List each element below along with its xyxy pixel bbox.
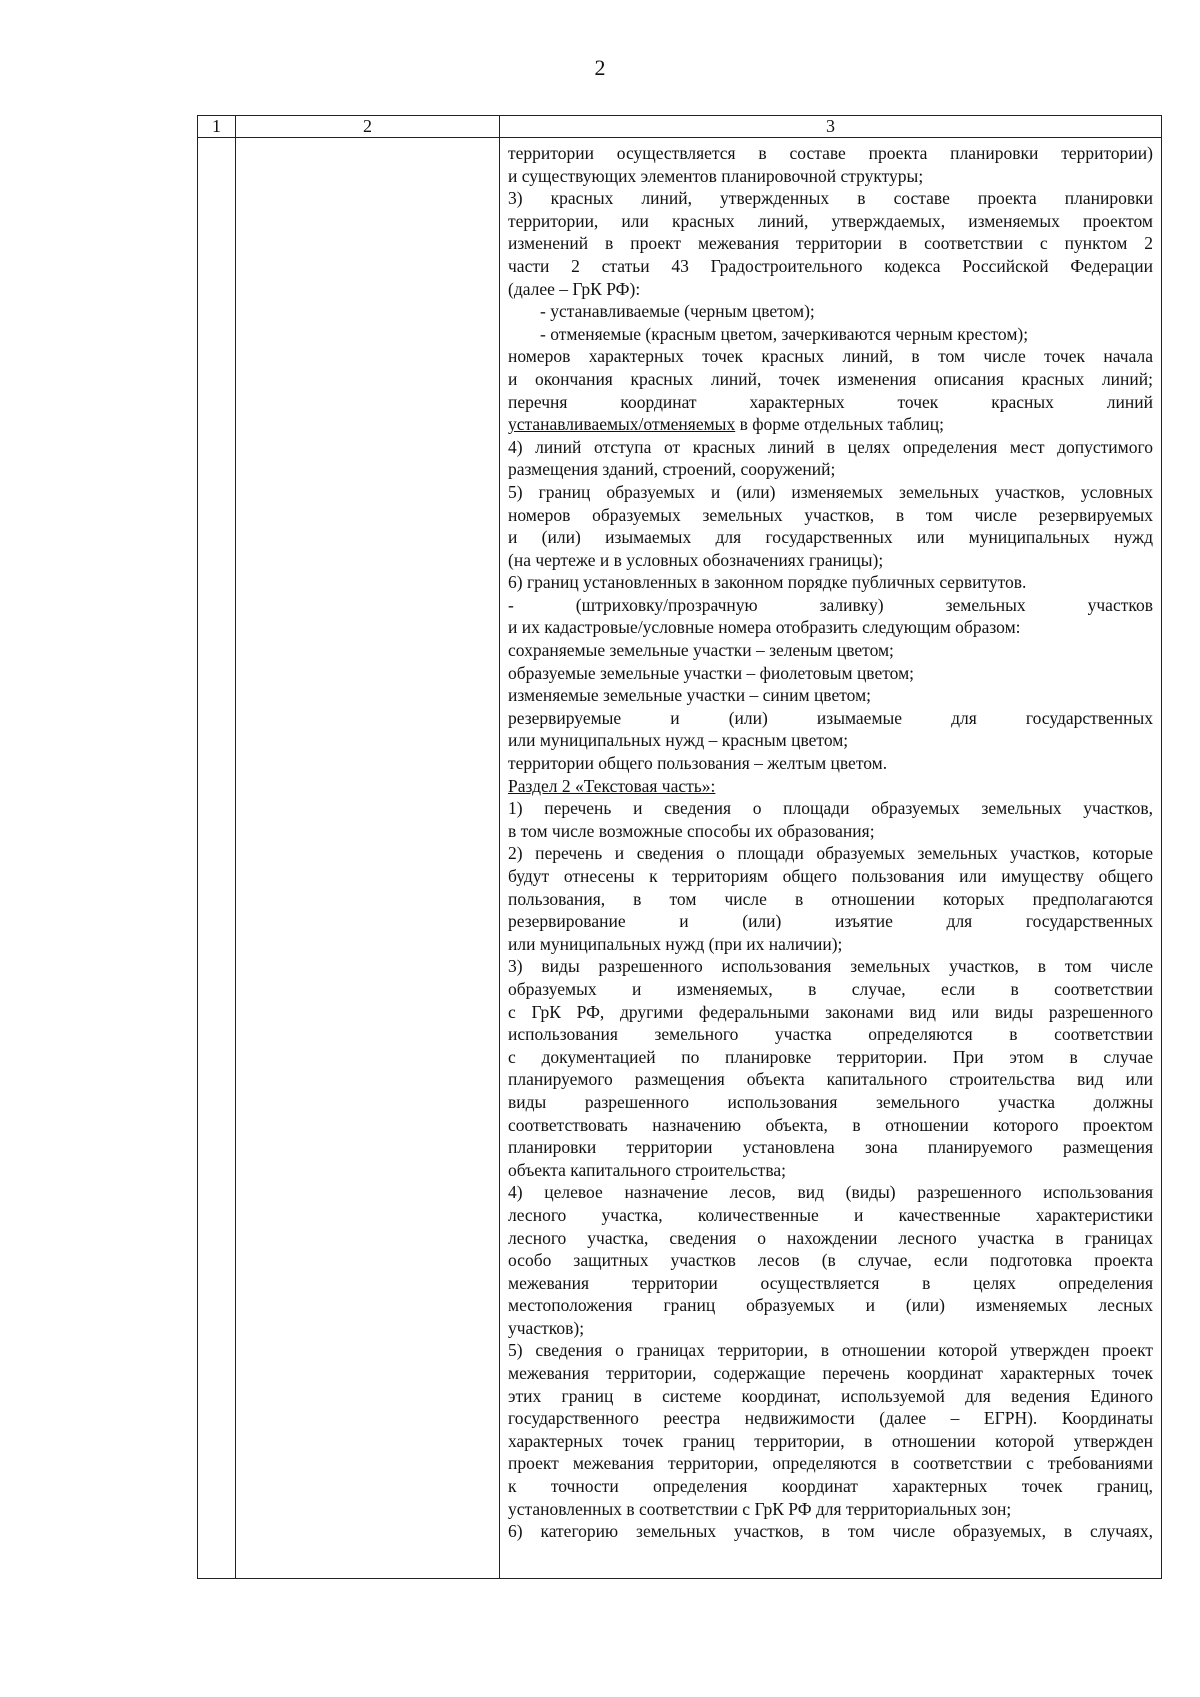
line-text: 4) целевое назначение лесов, вид (виды) разрешенного использования	[508, 1182, 1153, 1203]
text-line	[508, 684, 1153, 707]
line-text: государственного реестра недвижимости (далее – ЕГРН). Координаты	[508, 1408, 1153, 1429]
line-text: к точности определения координат характерных точек границ,	[508, 1476, 1153, 1497]
line-text: особо защитных участков лесов (в случае, если подготовка проекта	[508, 1250, 1153, 1271]
line-text: использования земельного участка определяются в соответствии	[508, 1024, 1153, 1045]
line-text: сохраняемые земельные участки – зеленым цветом;	[508, 640, 894, 661]
line-text: территории осуществляется в составе проекта планировки территории)	[508, 143, 1153, 163]
line-text: 4) линий отступа от красных линий в целях определения мест допустимого	[508, 436, 1153, 457]
text-line	[508, 797, 1153, 820]
text-line	[508, 391, 1153, 414]
text-line	[508, 910, 1153, 933]
text-line	[508, 1317, 1153, 1340]
column-header-1: 1	[198, 116, 236, 138]
line-text: и их кадастровые/условные номера отобразить следующим образом:	[508, 617, 1021, 638]
line-text: и (или) изымаемых для государственных или муниципальных нужд	[508, 527, 1153, 548]
line-text: 6) категорию земельных участков, в том числе образуемых, в случаях,	[508, 1521, 1153, 1542]
text-line	[508, 978, 1153, 1001]
text-line	[508, 616, 1153, 639]
underlined-text: устанавливаемых/отменяемых	[508, 414, 736, 435]
text-line	[508, 1091, 1153, 1114]
text-line	[508, 775, 1153, 798]
text-line	[508, 345, 1153, 368]
text-line	[508, 1159, 1153, 1182]
column-3-text	[500, 138, 1161, 1543]
line-text: 5) сведения о границах территории, в отношении которой утвержден проект	[508, 1340, 1153, 1361]
text-line	[508, 481, 1153, 504]
text-line	[508, 1272, 1153, 1295]
line-text: (далее – ГрК РФ):	[508, 278, 641, 299]
line-text: 1) перечень и сведения о площади образуемых земельных участков,	[508, 798, 1153, 819]
text-line	[508, 1001, 1153, 1024]
line-text: 3) виды разрешенного использования земельных участков, в том числе	[508, 956, 1153, 977]
line-text: объекта капитального строительства;	[508, 1159, 786, 1180]
table-header-row	[198, 116, 1162, 138]
text-line	[508, 955, 1153, 978]
line-text: территории, или красных линий, утверждаемых, изменяемых проектом	[508, 210, 1153, 231]
text-line	[508, 1114, 1153, 1137]
text-line	[508, 594, 1153, 617]
line-text: номеров характерных точек красных линий, в том числе точек начала	[508, 346, 1153, 367]
line-text: с ГрК РФ, другими федеральными законами вид или виды разрешенного	[508, 1001, 1153, 1022]
line-text: образуемые земельные участки – фиолетовым цветом;	[508, 662, 915, 683]
text-line	[508, 662, 1153, 685]
line-text: изменений в проект межевания территории в соответствии с пунктом 2	[508, 233, 1153, 254]
text-line	[508, 571, 1153, 594]
text-line	[508, 1407, 1153, 1430]
line-text: планируемого размещения объекта капитального строительства вид или	[508, 1069, 1153, 1090]
line-text: этих границ в системе координат, используемой для ведения Единого	[508, 1385, 1153, 1406]
text-line	[508, 187, 1153, 210]
text-line	[508, 1452, 1153, 1475]
requirements-table	[197, 115, 1162, 1579]
line-text: или муниципальных нужд – красным цветом;	[508, 730, 849, 751]
text-line	[508, 165, 1153, 188]
text-line	[508, 1181, 1153, 1204]
text-line	[508, 504, 1153, 527]
line-text: соответствовать назначению объекта, в отношении которого проектом	[508, 1114, 1153, 1135]
text-line	[508, 1136, 1153, 1159]
underlined-text: Раздел 2 «Текстовая часть»:	[508, 775, 716, 796]
page-number: 2	[594, 55, 606, 80]
text-line	[508, 933, 1153, 956]
line-text-tail: в форме отдельных таблиц;	[735, 414, 944, 435]
line-text: с документацией по планировке территории. При этом в случае	[508, 1046, 1153, 1067]
line-text: образуемых и изменяемых, в случае, если в соответствии	[508, 978, 1153, 999]
line-text: и существующих элементов планировочной структуры;	[508, 165, 924, 186]
line-text: резервируемые и (или) изымаемые для государственных	[508, 707, 1153, 728]
line-text: планировки территории установлена зона планируемого размещения	[508, 1137, 1153, 1158]
column-header-3: 3	[500, 116, 1162, 138]
text-line	[508, 300, 1153, 323]
text-line	[508, 1204, 1153, 1227]
line-text: межевания территории осуществляется в целях определения	[508, 1272, 1153, 1293]
text-line	[508, 526, 1153, 549]
line-text: участков);	[508, 1317, 585, 1338]
line-text: местоположения границ образуемых и (или) изменяемых лесных	[508, 1295, 1153, 1316]
column-header-2: 2	[236, 116, 500, 138]
line-text: номеров образуемых земельных участков, в том числе резервируемых	[508, 504, 1153, 525]
line-text: будут отнесены к территориям общего пользования или имуществу общего	[508, 866, 1153, 886]
text-line	[508, 639, 1153, 662]
text-line	[508, 210, 1153, 233]
line-text: межевания территории, содержащие перечень координат характерных точек	[508, 1363, 1153, 1384]
text-line	[508, 458, 1153, 481]
line-text: - устанавливаемые (черным цветом);	[540, 301, 815, 322]
line-text: пользования, в том числе в отношении которых предполагаются	[508, 888, 1153, 909]
line-text: 6) границ установленных в законном порядке публичных сервитутов.	[508, 572, 1027, 593]
text-line	[508, 729, 1153, 752]
text-line	[508, 549, 1153, 572]
line-text: виды разрешенного использования земельного участка должны	[508, 1091, 1153, 1112]
text-line	[508, 1023, 1153, 1046]
line-text: территории общего пользования – желтым цветом.	[508, 753, 888, 774]
text-line	[508, 232, 1153, 255]
line-text: 3) красных линий, утвержденных в составе проекта планировки	[508, 188, 1153, 209]
line-text: лесного участка, количественные и качественные характеристики	[508, 1204, 1153, 1225]
text-line	[508, 1046, 1153, 1069]
line-text: характерных точек границ территории, в отношении которой утвержден	[508, 1430, 1153, 1451]
column-1-cell	[198, 138, 236, 1579]
text-line	[508, 888, 1153, 911]
text-line	[508, 278, 1153, 301]
line-text: (на чертеже и в условных обозначениях границы);	[508, 549, 884, 570]
text-line	[508, 1498, 1153, 1521]
text-line	[508, 820, 1153, 843]
text-line	[508, 323, 1153, 346]
line-text: 5) границ образуемых и (или) изменяемых земельных участков, условных	[508, 481, 1153, 502]
text-line	[508, 1294, 1153, 1317]
text-line	[508, 1227, 1153, 1250]
text-line	[508, 842, 1153, 865]
text-line	[508, 1520, 1153, 1543]
line-text: 2) перечень и сведения о площади образуемых земельных участков, которые	[508, 843, 1153, 864]
line-text: проект межевания территории, определяются в соответствии с требованиями	[508, 1453, 1153, 1474]
text-line	[508, 413, 1153, 436]
line-text: резервирование и (или) изъятие для государственных	[508, 911, 1153, 932]
line-text: и окончания красных линий, точек изменения описания красных линий;	[508, 368, 1153, 389]
line-text: изменяемые земельные участки – синим цветом;	[508, 685, 872, 706]
text-line	[508, 1339, 1153, 1362]
column-2-cell	[236, 138, 500, 1579]
text-line	[508, 255, 1153, 278]
text-line	[508, 1385, 1153, 1408]
line-text: установленных в соответствии с ГрК РФ для территориальных зон;	[508, 1498, 1012, 1519]
column-3-cell	[500, 138, 1162, 1579]
line-text: части 2 статьи 43 Градостроительного кодекса Российской Федерации	[508, 255, 1153, 276]
line-text: размещения зданий, строений, сооружений;	[508, 459, 836, 480]
text-line	[508, 142, 1153, 165]
text-line	[508, 707, 1153, 730]
text-line	[508, 1430, 1153, 1453]
text-line	[508, 1249, 1153, 1272]
text-line	[508, 436, 1153, 459]
line-text: - (штриховку/прозрачную заливку) земельных участков	[508, 594, 1153, 615]
text-line	[508, 1475, 1153, 1498]
text-line	[508, 752, 1153, 775]
text-line	[508, 1362, 1153, 1385]
table-row	[198, 138, 1162, 1579]
line-text: в том числе возможные способы их образования;	[508, 820, 875, 841]
text-line	[508, 1068, 1153, 1091]
text-line	[508, 368, 1153, 391]
line-text: - отменяемые (красным цветом, зачеркиваются черным крестом);	[540, 323, 1029, 344]
line-text: перечня координат характерных точек красных линий	[508, 391, 1153, 412]
line-text: или муниципальных нужд (при их наличии);	[508, 933, 843, 954]
text-line	[508, 865, 1153, 888]
line-text: лесного участка, сведения о нахождении лесного участка в границах	[508, 1227, 1153, 1248]
